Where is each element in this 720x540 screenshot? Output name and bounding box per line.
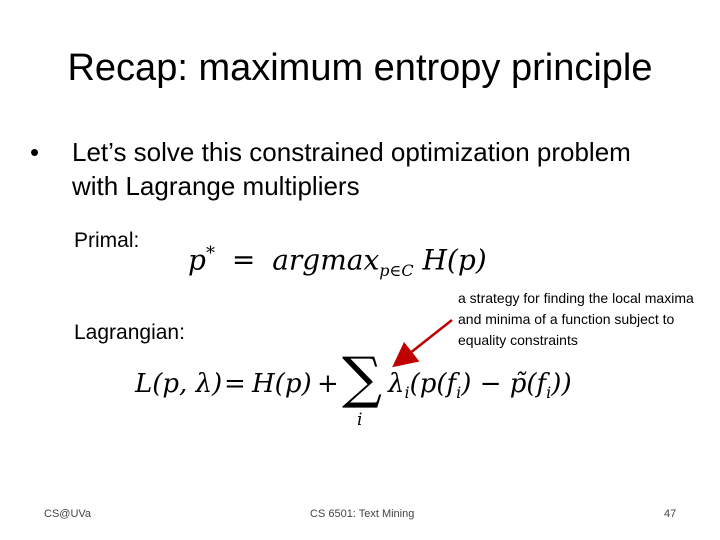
summation-index: i bbox=[357, 410, 363, 430]
primal-lhs: p bbox=[188, 243, 206, 277]
empirical-expectation: ) − p̃(f bbox=[461, 369, 547, 399]
primal-argmax: argmax bbox=[272, 243, 380, 277]
bullet-text: Let’s solve this constrained optimization problem with Lagrange multipliers bbox=[72, 137, 631, 201]
lagrangian-equals: = bbox=[224, 369, 246, 399]
feature-subscript-2: i bbox=[546, 383, 552, 403]
lagrangian-lhs: L(p, λ) bbox=[135, 369, 223, 399]
model-expectation: (p(f bbox=[409, 369, 457, 399]
footer-center: CS 6501: Text Mining bbox=[310, 508, 415, 520]
primal-label: Primal: bbox=[74, 229, 140, 252]
footer-left: CS@UVa bbox=[44, 508, 92, 520]
arrow-line bbox=[400, 320, 452, 361]
lagrangian-constraint-term bbox=[388, 366, 572, 411]
primal-equation bbox=[188, 236, 487, 289]
primal-rhs: H(p) bbox=[422, 243, 487, 277]
primal-lhs-sup: * bbox=[205, 243, 215, 264]
lambda-subscript: i bbox=[404, 383, 410, 403]
primal-equals: = bbox=[231, 243, 256, 277]
closing-parens: )) bbox=[551, 369, 572, 399]
summation-symbol: ∑ bbox=[342, 346, 382, 411]
lagrangian-entropy-term: H(p) bbox=[252, 369, 312, 399]
bullet-marker: • bbox=[30, 137, 40, 167]
lagrangian-label: Lagrangian: bbox=[74, 321, 185, 344]
lagrangian-plus: + bbox=[317, 369, 339, 399]
primal-argmax-sub: p∈C bbox=[379, 260, 414, 280]
lambda-symbol: λ bbox=[388, 369, 405, 399]
annotation-text: a strategy for finding the local maxima and minima of a function subject to equality constraints bbox=[458, 290, 694, 348]
feature-subscript-1: i bbox=[456, 383, 462, 403]
slide-title: Recap: maximum entropy principle bbox=[67, 47, 653, 89]
page-number: 47 bbox=[664, 508, 677, 520]
